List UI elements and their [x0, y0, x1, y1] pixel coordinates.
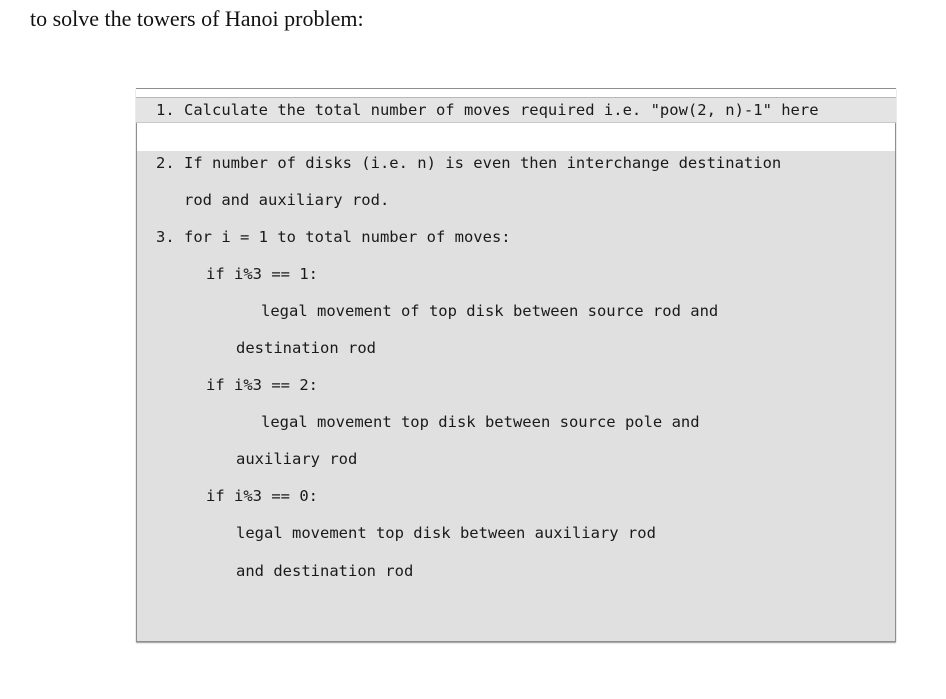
- code-line-2: 2. If number of disks (i.e. n) is even then interchange destination: [156, 154, 782, 172]
- code-line-1: 1. Calculate the total number of moves required i.e. "pow(2, n)-1" here: [156, 101, 819, 119]
- code-line-4: 3. for i = 1 to total number of moves:: [156, 228, 511, 246]
- code-line-12: legal movement top disk between auxiliary rod: [236, 524, 656, 542]
- code-line-3: rod and auxiliary rod.: [156, 191, 390, 209]
- code-line-11: if i%3 == 0:: [206, 487, 318, 505]
- intro-text: to solve the towers of Hanoi problem:: [30, 6, 364, 31]
- code-block-gap: [137, 123, 895, 151]
- code-line-6: legal movement of top disk between source rod and: [261, 302, 719, 320]
- code-line-7: destination rod: [236, 339, 376, 357]
- code-line-5: if i%3 == 1:: [206, 265, 318, 283]
- code-block-top-rule: [136, 88, 896, 97]
- code-line-8: if i%3 == 2:: [206, 376, 318, 394]
- code-block: [136, 88, 896, 642]
- code-line-10: auxiliary rod: [236, 450, 358, 468]
- code-line-9: legal movement top disk between source pole and: [261, 413, 700, 431]
- code-line-13: and destination rod: [236, 562, 414, 580]
